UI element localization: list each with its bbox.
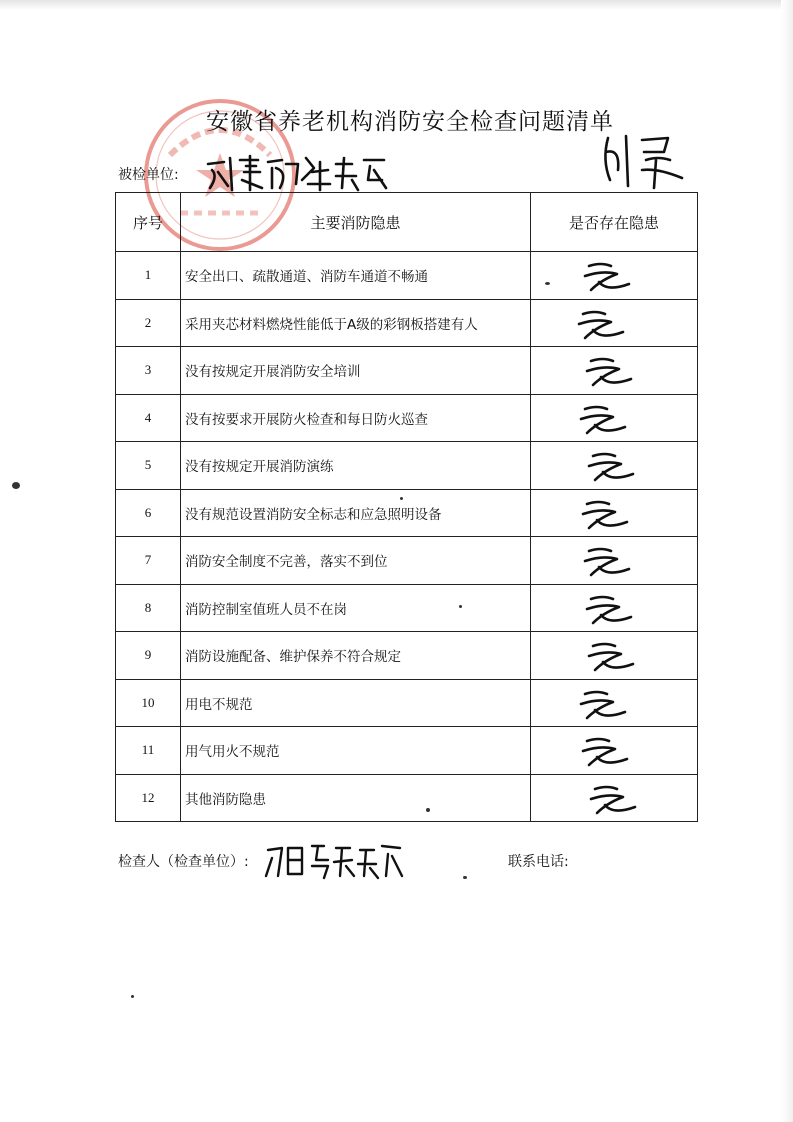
row-number: 10: [116, 679, 181, 727]
row-hazard-text: 没有按要求开展防火检查和每日防火巡查: [181, 394, 531, 442]
row-answer-cell: [531, 584, 698, 632]
row-hazard-text: 消防控制室值班人员不在岗: [181, 584, 531, 632]
row-number: 4: [116, 394, 181, 442]
row-hazard-text: 没有按规定开展消防演练: [181, 442, 531, 490]
row-number: 2: [116, 299, 181, 347]
row-hazard-text: 没有按规定开展消防安全培训: [181, 347, 531, 395]
table-row: [116, 442, 698, 490]
row-answer-cell: [531, 347, 698, 395]
scan-speck: [463, 876, 467, 879]
table-row: [116, 679, 698, 727]
handwritten-answer-mark: [577, 543, 647, 579]
row-answer-cell: [531, 394, 698, 442]
table-row: [116, 394, 698, 442]
row-answer-cell: [531, 252, 698, 300]
row-number: 5: [116, 442, 181, 490]
page-edge-shadow: [0, 0, 793, 10]
row-hazard-text: 没有规范设置消防安全标志和应急照明设备: [181, 489, 531, 537]
row-hazard-text: 其他消防隐患: [181, 774, 531, 822]
row-hazard-text: 采用夹芯材料燃烧性能低于A级的彩钢板搭建有人: [181, 299, 531, 347]
scan-speck: [459, 605, 462, 608]
corner-handwritten-signature: [598, 130, 693, 192]
row-number: 12: [116, 774, 181, 822]
row-hazard-text: 用气用火不规范: [181, 727, 531, 775]
row-hazard-text: 消防安全制度不完善，落实不到位: [181, 537, 531, 585]
document-title: 安徽省养老机构消防安全检查问题清单: [206, 109, 614, 135]
table-row: [116, 632, 698, 680]
scan-speck: [545, 282, 550, 285]
inspector-label: 检查人（检查单位）:: [118, 854, 249, 870]
scan-speck: [426, 808, 430, 812]
header-hazard: 主要消防隐患: [181, 193, 531, 252]
handwritten-answer-mark: [575, 733, 645, 769]
row-answer-cell: [531, 774, 698, 822]
row-answer-cell: [531, 679, 698, 727]
row-number: 8: [116, 584, 181, 632]
row-answer-cell: [531, 727, 698, 775]
row-hazard-text: 用电不规范: [181, 679, 531, 727]
inspector-handwritten-signature: [262, 836, 407, 882]
handwritten-answer-mark: [573, 401, 643, 437]
table-row: [116, 347, 698, 395]
row-answer-cell: [531, 537, 698, 585]
handwritten-answer-mark: [583, 781, 653, 817]
row-answer-cell: [531, 632, 698, 680]
inspected-unit-label: 被检单位:: [118, 167, 179, 183]
handwritten-answer-mark: [579, 353, 649, 389]
header-index: 序号: [116, 193, 181, 252]
handwritten-answer-mark: [573, 686, 643, 722]
row-answer-cell: [531, 442, 698, 490]
row-number: 6: [116, 489, 181, 537]
row-number: 7: [116, 537, 181, 585]
checklist-table: [115, 192, 698, 822]
phone-label: 联系电话:: [508, 854, 569, 870]
table-row: [116, 774, 698, 822]
unit-handwritten-signature: [202, 150, 392, 194]
table-header-row: [116, 193, 698, 252]
handwritten-answer-mark: [575, 496, 645, 532]
handwritten-answer-mark: [581, 448, 651, 484]
table-row: [116, 489, 698, 537]
page-edge-shadow-right: [781, 0, 793, 1122]
table-row: [116, 537, 698, 585]
table-row: [116, 299, 698, 347]
row-answer-cell: [531, 299, 698, 347]
table-row: [116, 584, 698, 632]
scan-speck: [12, 482, 20, 489]
row-answer-cell: [531, 489, 698, 537]
row-number: 11: [116, 727, 181, 775]
scan-speck: [131, 995, 134, 998]
handwritten-answer-mark: [579, 591, 649, 627]
handwritten-answer-mark: [577, 258, 647, 294]
row-number: 1: [116, 252, 181, 300]
row-hazard-text: 安全出口、疏散通道、消防车通道不畅通: [181, 252, 531, 300]
scan-speck: [400, 497, 403, 500]
handwritten-answer-mark: [571, 306, 641, 342]
handwritten-answer-mark: [581, 638, 651, 674]
table-row: [116, 252, 698, 300]
row-hazard-text: 消防设施配备、维护保养不符合规定: [181, 632, 531, 680]
row-number: 9: [116, 632, 181, 680]
header-exists: 是否存在隐患: [531, 193, 698, 252]
row-number: 3: [116, 347, 181, 395]
table-row: [116, 727, 698, 775]
